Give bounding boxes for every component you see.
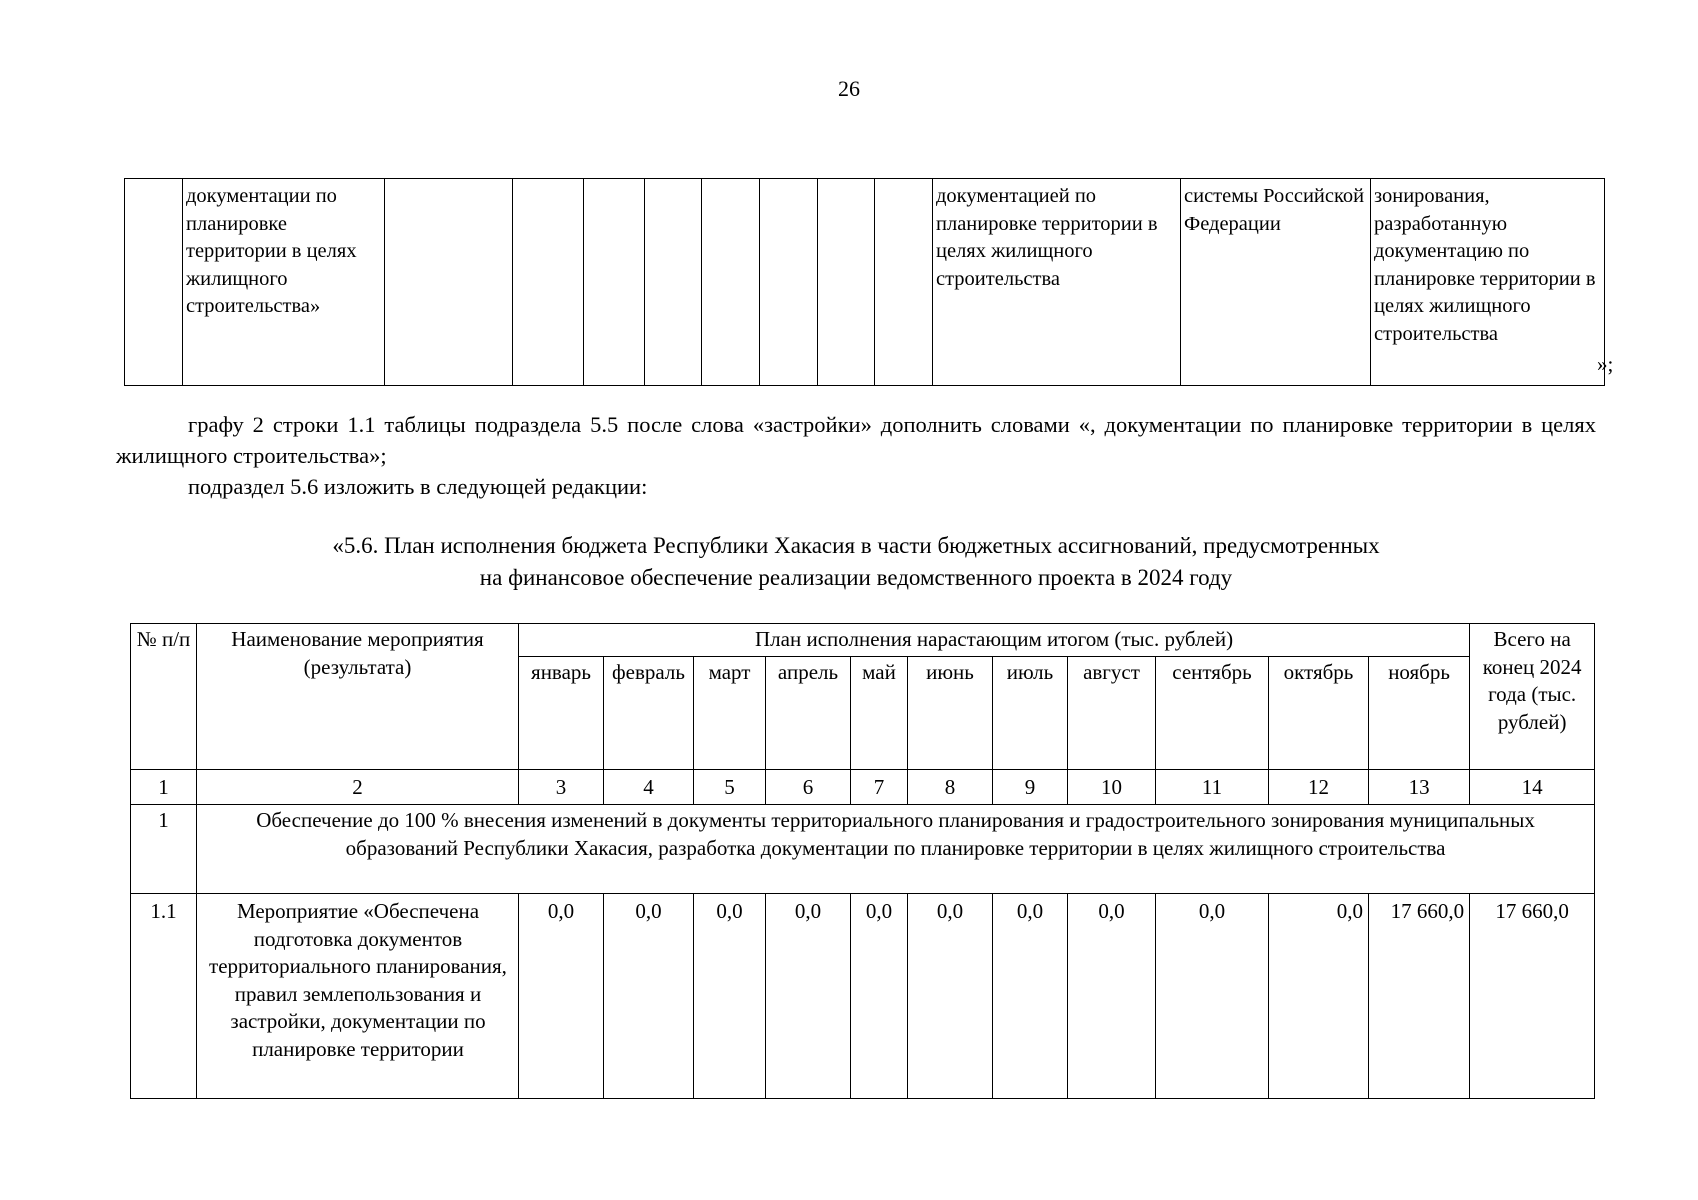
value-cell: 0,0 [851,894,908,1099]
section-title [116,530,1596,594]
cont-cell-10 [875,179,933,386]
header-month: март [694,657,766,770]
cont-cell-13: зонирования, разработанную документацию по планировке территории в целях жилищного строительства [1371,179,1605,386]
header-month: октябрь [1269,657,1369,770]
column-number: 1 [131,770,197,805]
column-number: 6 [766,770,851,805]
continuation-row [125,179,1605,386]
section-title-line-2: на финансовое обеспечение реализации ведомственного проекта в 2024 году [479,565,1233,590]
row-num: 1.1 [131,894,197,1099]
column-number: 4 [604,770,694,805]
closing-quote-mark: »; [1597,352,1614,376]
header-month: август [1068,657,1156,770]
column-number: 7 [851,770,908,805]
cont-cell-5 [584,179,645,386]
column-number: 13 [1369,770,1470,805]
column-number: 3 [519,770,604,805]
header-month: апрель [766,657,851,770]
column-number: 5 [694,770,766,805]
budget-plan-table [130,623,1595,1099]
header-month: июнь [908,657,993,770]
column-number: 2 [197,770,519,805]
cont-cell-12: системы Российской Федерации [1181,179,1371,386]
header-month: февраль [604,657,694,770]
header-plan-group: План исполнения нарастающим итогом (тыс. рублей) [519,624,1470,657]
column-number: 10 [1068,770,1156,805]
value-cell: 0,0 [908,894,993,1099]
section-text: Обеспечение до 100 % внесения изменений в документы территориального планирования и градостроительного зонирования муниципальных образований Республики Хакасия, разработка документации по планировке территории в целях жилищного строительства [197,805,1595,894]
value-cell: 0,0 [993,894,1068,1099]
amendment-paragraph: графу 2 строки 1.1 таблицы подраздела 5.5 после слова «застройки» дополнить словами «, документации по планировке территории в целях жилищного строительства»; [116,412,1596,468]
cont-cell-2: документации по планировке территории в целях жилищного строительства» [183,179,385,386]
page-number: 26 [838,76,860,101]
continuation-table [124,178,1605,386]
column-number: 12 [1269,770,1369,805]
value-cell: 0,0 [1269,894,1369,1099]
column-number: 8 [908,770,993,805]
column-number-row [131,770,1595,805]
table-row [131,894,1595,1099]
cont-cell-9 [818,179,875,386]
value-cell: 0,0 [694,894,766,1099]
section-title-line-1: «5.6. План исполнения бюджета Республики Хакасия в части бюджетных ассигнований, предусмотренных [332,533,1380,558]
section-num: 1 [131,805,197,894]
value-cell: 0,0 [1156,894,1269,1099]
row-total: 17 660,0 [1470,894,1595,1099]
header-month: январь [519,657,604,770]
header-month: ноябрь [1369,657,1470,770]
column-number: 11 [1156,770,1269,805]
header-month: июль [993,657,1068,770]
value-cell: 0,0 [766,894,851,1099]
value-cell: 0,0 [519,894,604,1099]
cont-cell-1 [125,179,183,386]
value-cell: 0,0 [1068,894,1156,1099]
subsection-paragraph: подраздел 5.6 изложить в следующей редакции: [188,474,648,499]
cont-cell-11: документацией по планировке территории в целях жилищного строительства [933,179,1181,386]
cont-cell-3 [385,179,513,386]
cont-cell-4 [513,179,584,386]
value-cell: 0,0 [604,894,694,1099]
header-row [131,624,1595,657]
header-name: Наименование мероприятия (результата) [197,624,519,770]
column-number: 9 [993,770,1068,805]
cont-cell-6 [645,179,702,386]
header-month: май [851,657,908,770]
header-num: № п/п [131,624,197,770]
cont-cell-7 [702,179,760,386]
header-total: Всего на конец 2024 года (тыс. рублей) [1470,624,1595,770]
cont-cell-8 [760,179,818,386]
section-row [131,805,1595,894]
row-name: Мероприятие «Обеспечена подготовка документов территориального планирования, правил землепользования и застройки, документации по планировке территории [197,894,519,1099]
header-month: сентябрь [1156,657,1269,770]
value-cell: 17 660,0 [1369,894,1470,1099]
column-number: 14 [1470,770,1595,805]
